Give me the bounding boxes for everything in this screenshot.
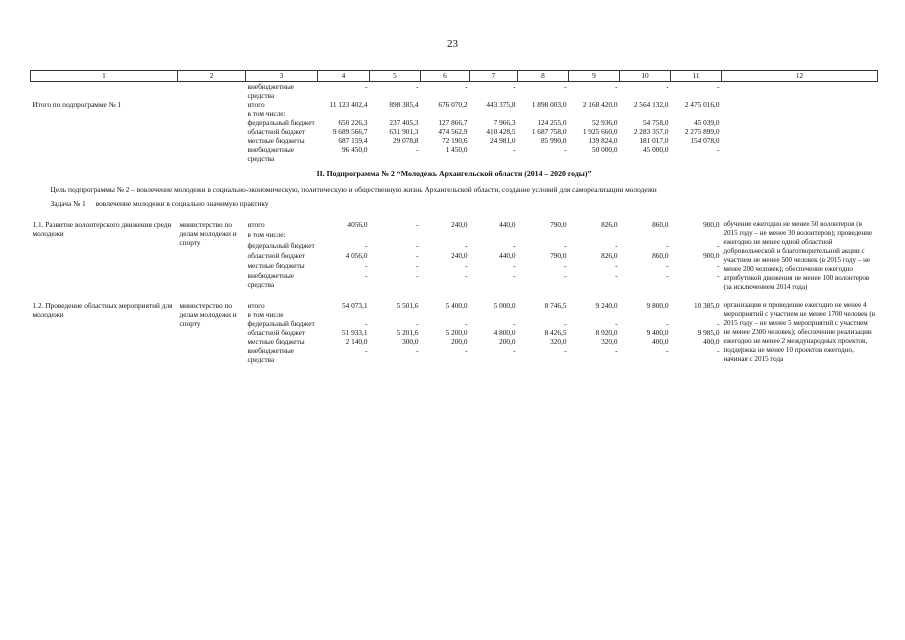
source-cell: местные бюджеты	[247, 261, 305, 271]
value-cell: 400,0	[703, 337, 720, 346]
value-cell	[671, 310, 722, 319]
value-cell: -	[416, 145, 419, 154]
value-cell: 5 000,0	[493, 301, 516, 310]
value-cell: -	[365, 271, 368, 281]
value-cell: -	[615, 271, 618, 281]
value-cell: -	[564, 145, 567, 154]
spacer-row	[31, 211, 878, 220]
source-cell: внебюджетные средства	[247, 145, 295, 163]
value-cell: -	[465, 82, 468, 91]
header-cell: 8	[518, 71, 569, 82]
value-cell	[421, 230, 470, 240]
executor-cell	[178, 118, 246, 127]
table-row	[31, 301, 878, 310]
value-cell	[318, 230, 370, 240]
value-cell: -	[717, 145, 720, 154]
source-cell: местные бюджеты	[247, 337, 305, 346]
value-cell: 29 078,8	[392, 136, 419, 145]
value-cell	[318, 310, 370, 319]
value-cell: 139 824,0	[588, 136, 618, 145]
value-cell: -	[465, 346, 468, 355]
budget-table	[30, 70, 878, 364]
result-cell	[722, 136, 878, 145]
page-number: 23	[447, 38, 458, 50]
value-cell: -	[513, 271, 516, 281]
source-cell: в том числе:	[247, 109, 286, 118]
header-cell: 4	[318, 71, 370, 82]
header-cell: 2	[178, 71, 246, 82]
value-cell	[370, 230, 421, 240]
value-cell: -	[666, 346, 669, 355]
value-cell	[518, 310, 569, 319]
measure-name: 1.2. Проведение областных мероприятий для молодежи	[32, 301, 173, 319]
table-row	[31, 118, 878, 127]
row-label	[31, 136, 178, 145]
value-cell: 1 898 003,0	[531, 100, 567, 109]
header-cell: 9	[569, 71, 620, 82]
value-cell	[569, 230, 620, 240]
value-cell: 127 866,7	[438, 118, 468, 127]
value-cell: 410 428,5	[486, 127, 516, 136]
value-cell: 2 140,0	[345, 337, 368, 346]
value-cell	[569, 109, 620, 118]
header-cell: 7	[470, 71, 518, 82]
source-cell: внебюджетные средства	[247, 82, 295, 100]
value-cell: -	[365, 82, 368, 91]
value-cell: 8 920,0	[595, 328, 618, 337]
value-cell	[370, 109, 421, 118]
value-cell	[569, 310, 620, 319]
subprogram-title: II. Подпрограмма № 2 “Молодежь Архангельской области (2014 – 2020 годы)”	[316, 169, 592, 178]
value-cell: 900,0	[703, 250, 720, 260]
value-cell: -	[365, 346, 368, 355]
source-cell: областной бюджет	[247, 328, 306, 337]
header-cell: 3	[246, 71, 318, 82]
value-cell: 790,0	[550, 250, 567, 260]
value-cell: -	[564, 346, 567, 355]
spacer-row	[31, 292, 878, 301]
value-cell: 5 201,6	[396, 328, 419, 337]
source-cell: в том числе	[247, 310, 284, 319]
header-cell: 6	[421, 71, 470, 82]
value-cell: -	[666, 240, 669, 250]
value-cell: -	[513, 82, 516, 91]
value-cell: 443 375,8	[486, 100, 516, 109]
value-cell	[370, 310, 421, 319]
value-cell: 9 800,0	[646, 301, 669, 310]
subprogram-title-row	[31, 163, 878, 183]
source-cell: в том числе:	[247, 230, 286, 240]
executor-cell	[178, 82, 246, 101]
value-cell: -	[365, 319, 368, 328]
value-cell	[318, 109, 370, 118]
value-cell: -	[666, 82, 669, 91]
executor-cell	[178, 109, 246, 118]
value-cell: 9 985,0	[697, 328, 720, 337]
value-cell: 72 190,6	[441, 136, 468, 145]
task-text: вовлечение молодежи в социально значимую практику	[95, 199, 269, 208]
result-cell	[722, 118, 878, 127]
value-cell	[470, 230, 518, 240]
result-cell	[722, 82, 878, 101]
source-cell: федеральный бюджет	[247, 118, 315, 127]
value-cell: 240,0	[451, 250, 468, 260]
value-cell: 96 450,0	[341, 145, 368, 154]
value-cell: -	[564, 240, 567, 250]
value-cell: -	[564, 271, 567, 281]
goal-row	[31, 183, 878, 197]
value-cell: 2 283 357,0	[633, 127, 669, 136]
value-cell: 7 966,3	[493, 118, 516, 127]
table-row	[31, 145, 878, 163]
value-cell: -	[416, 240, 419, 250]
value-cell: 5 400,0	[445, 301, 468, 310]
row-label	[31, 145, 178, 163]
value-cell: -	[615, 261, 618, 271]
value-cell: 860,0	[652, 220, 669, 229]
value-cell: 440,0	[499, 250, 516, 260]
row-label	[31, 109, 178, 118]
value-cell	[421, 310, 470, 319]
value-cell: 320,0	[550, 337, 567, 346]
value-cell: 1 687 758,0	[531, 127, 567, 136]
value-cell: 650 226,3	[338, 118, 368, 127]
value-cell	[470, 109, 518, 118]
task-row	[31, 197, 878, 211]
value-cell: 85 990,0	[540, 136, 567, 145]
value-cell: 52 936,0	[591, 118, 618, 127]
value-cell: -	[666, 271, 669, 281]
value-cell: -	[615, 346, 618, 355]
value-cell: 9 689 566,7	[332, 127, 368, 136]
value-cell: -	[416, 261, 419, 271]
value-cell: 474 562,9	[438, 127, 468, 136]
value-cell: 50 000,0	[591, 145, 618, 154]
source-cell: внебюджетные средства	[247, 346, 295, 364]
executor-cell: министерство по делам молодежи и спорту	[179, 220, 237, 247]
value-cell	[470, 310, 518, 319]
source-cell: федеральный бюджет	[247, 319, 315, 328]
value-cell: 300,0	[402, 337, 419, 346]
value-cell: 11 123 402,4	[329, 100, 368, 109]
value-cell: 9 240,0	[595, 301, 618, 310]
value-cell: -	[416, 82, 419, 91]
header-cell: 11	[671, 71, 722, 82]
value-cell: 200,0	[451, 337, 468, 346]
source-cell: федеральный бюджет	[247, 240, 315, 250]
value-cell: -	[513, 346, 516, 355]
value-cell: 676 070,2	[438, 100, 468, 109]
value-cell: 900,0	[703, 220, 720, 229]
value-cell: 2 475 016,0	[684, 100, 720, 109]
value-cell: -	[717, 319, 720, 328]
value-cell: -	[513, 240, 516, 250]
table-row	[31, 220, 878, 230]
value-cell: -	[615, 240, 618, 250]
value-cell: -	[615, 319, 618, 328]
value-cell: 54 758,0	[642, 118, 669, 127]
value-cell: 45 000,0	[642, 145, 669, 154]
value-cell: -	[717, 240, 720, 250]
value-cell: -	[666, 261, 669, 271]
spacer	[31, 292, 878, 301]
value-cell: 8 746,5	[544, 301, 567, 310]
value-cell: 4 800,0	[493, 328, 516, 337]
executor-cell	[178, 127, 246, 136]
value-cell: -	[564, 82, 567, 91]
row-label: Итого по подпрограмме № 1	[32, 100, 122, 109]
source-cell: внебюджетные средства	[247, 271, 295, 290]
source-cell: областной бюджет	[247, 127, 306, 136]
value-cell: 5 501,6	[396, 301, 419, 310]
value-cell: 45 039,0	[693, 118, 720, 127]
value-cell: -	[717, 271, 720, 281]
value-cell: 2 564 132,0	[633, 100, 669, 109]
value-cell: -	[465, 261, 468, 271]
value-cell: 8 426,5	[544, 328, 567, 337]
value-cell: -	[717, 261, 720, 271]
value-cell: -	[513, 145, 516, 154]
row-label	[31, 82, 178, 101]
value-cell: 200,0	[499, 337, 516, 346]
value-cell	[671, 230, 722, 240]
result-cell	[722, 145, 878, 163]
value-cell: -	[416, 250, 419, 260]
value-cell: -	[416, 220, 419, 229]
task-label: Задача № 1	[50, 199, 86, 208]
source-cell: областной бюджет	[247, 250, 306, 260]
expected-result: организация и проведение ежегодно не менее 4 мероприятий с участием не менее 1700 человек (в 2015 году – не менее 5 мероприятий с участием не менее 2300 человек); обеспечение реализации ежегодно не менее 2 международных проектов, поддержка не менее 10 проектов ежегодно, начиная с 2015 года	[723, 301, 876, 363]
value-cell: -	[717, 82, 720, 91]
value-cell	[421, 109, 470, 118]
result-cell	[722, 100, 878, 109]
value-cell: 181 017,0	[639, 136, 669, 145]
goal-text: Цель подпрограммы № 2 – вовлечение молодежи в социально-экономическую, политическую и общественную жизнь Архангельской области, создание условий для самореализации молодежи	[50, 185, 657, 194]
header-cell: 10	[620, 71, 671, 82]
value-cell: 826,0	[601, 220, 618, 229]
value-cell: 5 200,0	[445, 328, 468, 337]
value-cell: 51 933,1	[341, 328, 368, 337]
value-cell: -	[465, 319, 468, 328]
value-cell: 860,0	[652, 250, 669, 260]
value-cell: -	[465, 240, 468, 250]
value-cell: 2 275 899,0	[684, 127, 720, 136]
value-cell	[620, 109, 671, 118]
value-cell: -	[717, 346, 720, 355]
result-cell	[722, 127, 878, 136]
executor-cell: министерство по делам молодежи и спорту	[179, 301, 237, 328]
table-row	[31, 127, 878, 136]
value-cell: 54 073,1	[341, 301, 368, 310]
value-cell: -	[365, 240, 368, 250]
value-cell: 24 981,0	[489, 136, 516, 145]
value-cell: 124 255,0	[537, 118, 567, 127]
table-row	[31, 82, 878, 101]
source-cell: итого	[247, 301, 265, 310]
value-cell	[620, 230, 671, 240]
value-cell: 826,0	[601, 250, 618, 260]
value-cell: -	[513, 319, 516, 328]
header-cell: 1	[31, 71, 178, 82]
value-cell: -	[564, 261, 567, 271]
source-cell: местные бюджеты	[247, 136, 305, 145]
expected-result: обучение ежегодно не менее 50 волонтеров (в 2015 году – не менее 30 волонтеров); проведение ежегодно не менее одной областной добровольческой и благотворительной акции с участием не менее 500 человек (в 2015 году – не менее 200 человек); обеспечение ежегодно атрибутикой движения не менее 100 волонтеров (за исключением 2014 года)	[723, 220, 873, 291]
value-cell: -	[564, 319, 567, 328]
value-cell: -	[465, 271, 468, 281]
table-row	[31, 100, 878, 109]
measure-name: 1.1. Развитие волонтерского движения среди молодежи	[32, 220, 172, 238]
value-cell	[518, 109, 569, 118]
table-row	[31, 109, 878, 118]
value-cell: 320,0	[601, 337, 618, 346]
value-cell: 2 168 420,0	[582, 100, 618, 109]
row-label	[31, 118, 178, 127]
row-label	[31, 127, 178, 136]
value-cell: -	[666, 319, 669, 328]
value-cell: 4056,0	[347, 220, 368, 229]
value-cell: -	[365, 261, 368, 271]
value-cell: 1 925 660,0	[582, 127, 618, 136]
value-cell: 790,0	[550, 220, 567, 229]
executor-cell	[178, 136, 246, 145]
spacer	[31, 211, 878, 220]
value-cell	[671, 109, 722, 118]
value-cell: 237 405,3	[389, 118, 419, 127]
value-cell: 440,0	[499, 220, 516, 229]
value-cell	[518, 230, 569, 240]
value-cell: 154 078,0	[690, 136, 720, 145]
value-cell: 400,0	[652, 337, 669, 346]
value-cell: -	[513, 261, 516, 271]
header-cell: 5	[370, 71, 421, 82]
header-cell: 12	[722, 71, 878, 82]
executor-cell	[178, 100, 246, 109]
source-cell: итого	[247, 220, 265, 229]
value-cell: 898 385,4	[389, 100, 419, 109]
result-cell	[722, 109, 878, 118]
source-cell: итого	[247, 100, 265, 109]
value-cell: 10 385,0	[693, 301, 720, 310]
value-cell: 4 056,0	[345, 250, 368, 260]
value-cell: 1 450,0	[445, 145, 468, 154]
value-cell: 687 159,4	[338, 136, 368, 145]
value-cell: 240,0	[451, 220, 468, 229]
value-cell	[620, 310, 671, 319]
table-header-row	[31, 71, 878, 82]
value-cell: -	[615, 82, 618, 91]
value-cell: 9 400,0	[646, 328, 669, 337]
task-line	[31, 197, 878, 211]
value-cell: -	[416, 319, 419, 328]
executor-cell	[178, 145, 246, 163]
table-row	[31, 136, 878, 145]
value-cell: -	[416, 346, 419, 355]
value-cell: -	[416, 271, 419, 281]
value-cell: 631 901,3	[389, 127, 419, 136]
